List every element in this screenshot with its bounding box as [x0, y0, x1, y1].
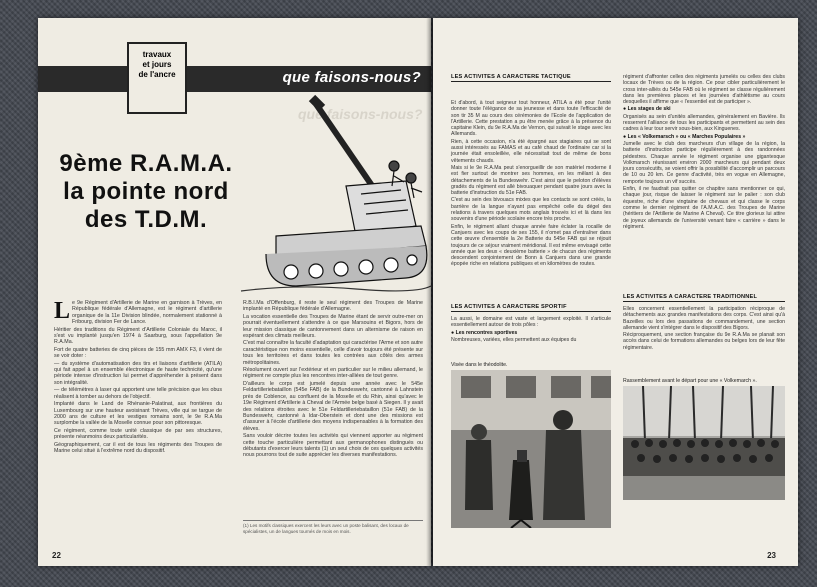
headline	[46, 150, 246, 234]
right-page	[433, 18, 798, 566]
paragraph: Géographiquement, car il est de tous les régiments des Troupes de Marine celui situé à l'extrême nord du dispositif.	[54, 441, 222, 454]
paragraph: C'est au sein des bivouacs mixtes que les contacts se sont créés, la barrière de la langue n'ayant pas empêché celle du dégel des relations à travers quelques mots anglais trouvés ici et là dans les souvenirs d'une période scolaire encore très proche.	[451, 197, 611, 223]
section-title-traditionnel: LES ACTIVITES A CARACTERE TRADITIONNEL	[623, 294, 785, 302]
photo-caption-1: Visée dans le théodolite.	[451, 362, 508, 368]
paragraph: — du système d'automatisation des tirs et liaisons d'artillerie (ATILA) qui fait appel à un ensemble électronique de haute technicité, qu'une période intense d'instruction lui permet d'appréhender à présent dans son intégralité.	[54, 360, 222, 386]
left-column-1	[54, 300, 222, 538]
paragraph: Fort de quatre batteries de cinq pièces de 155 mm AMX F3, il vient de se voir doter :	[54, 346, 222, 360]
rubric-line: travaux	[142, 50, 172, 59]
paragraph: Mais si le 9e R.A.Ma peut s'enorgueillir de son matériel moderne il est fier surtout de montrer ses hommes, en les mêlant à des détachements de la Bundeswehr. C'est ainsi que le peloton d'élèves gradés du régiment est allé bivouaquer pendant quatre jours avec la batterie d'instruction du 51e FAB.	[451, 164, 611, 197]
ghost-title: que faisons-nous?	[298, 106, 423, 122]
headline-line: des T.D.M.	[84, 206, 208, 233]
paragraph: régiment d'affronter celles des régiments jumelés ou celles des clubs locaux de Trèves ou de la région. Ce pour cibler particulièrement le cross inter-alliés du 545e FAB où le régiment se classe régulièrement dans les premières places et les journées d'athlétisme au cours desquelles il affirme que « l'essentiel est de participer ».	[623, 74, 785, 106]
paragraph: C'est mal connaître la faculté d'adaptation qui caractérise l'Arme et son autre caractéristique non moins essentielle, celle d'avoir toujours été présente sur tous les territoires et dans toutes les contrées aux côtés des armes métropolitaines.	[243, 340, 423, 366]
paragraph: La vocation essentielle des Troupes de Marine étant de servir outre-mer on pourrait éventuellement s'attendre à ce que Marsouins et Bigors, hors de leur mission classique de cantonnement dans un alternisme de raison en espérant des climats meilleurs.	[243, 313, 423, 340]
group-photo	[623, 386, 785, 500]
footnote: (1) Les motifs classiques exercent les leurs avec un poste balisant, des locaux de spécialistes, un de langues tournés de mois en mois.	[243, 520, 423, 534]
howitzer-illustration	[236, 86, 431, 296]
rubric-box	[127, 42, 187, 114]
page-number-right: 23	[767, 551, 776, 560]
sport-intro	[451, 316, 611, 356]
left-column-2	[243, 300, 423, 510]
paragraph: Organisés au sein d'unités allemandes, généralement en Bavière. Ils resserrent l'alliance de tous les participants et permettent au sein des cadres à leur tour servir sous-bien, aux Kinguenes.	[623, 113, 785, 133]
paragraph: D'ailleurs le corps est jumelé depuis une année avec le 545e Feldartilleriebataillon (545e FAB) de la Bundeswehr, cantonné à Lahnstein près de Coblence, au confluent de la Moselle et du Rhin, ainsi qu'avec le 19e Régiment d'Artillerie à Cheval de l'Armée belge basé à Siegen. Il y avait des relations étroites avec le 51e Feldartilleriebataillon (51e FAB) de la Bundeswehr, cantonné à Idar-Oberstein et dont une des missions est d'assurer à l'école d'artillerie des moyens indispensables à la formation des élèves.	[243, 380, 423, 432]
rubric-line: et jours	[142, 60, 172, 69]
theodolite-photo	[451, 370, 611, 528]
paragraph: Nombreuses, variées, elles permettent aux équipes du	[451, 336, 577, 343]
paragraph: Rien, à cette occasion, n'a été épargné aux stagiaires qui se sont aussi intéressés au FAMAS et au café chaud de l'ordinaire car si la journée était ensoleillée, elle nécessitait tout de même de bons vêtements chauds.	[451, 138, 611, 164]
header-title: que faisons-nous?	[282, 69, 421, 86]
drop-cap: L	[54, 298, 71, 324]
paragraph: Héritier des traditions du Régiment d'Artillerie Coloniale du Maroc, il s'est vu implanté jusqu'en 1974 à Saarburg, sous l'appellation 9e R.A.Ma.	[54, 326, 222, 346]
right-column-2	[623, 74, 785, 274]
paragraph: Elles concernent essentiellement la participation réciproque de détachements aux grandes manifestations des corps. C'est ainsi qu'à Bazeilles ou lors des passations de commandement, une section allemande vient s'intégrer dans le dispositif des Bigors.	[623, 306, 785, 331]
headline-line: 9ème R.A.M.A.	[59, 150, 233, 177]
paragraph: Implanté dans le Land de Rhénanie-Palatinat, aux frontières du Luxembourg sur une hauteur avoisinant Trèves, ville qui se targue de 2000 ans de culture et les vestiges romains sont, le 9e R.A.Ma surplombe la vallée de la Moselle connue pour son pittoresque.	[54, 401, 222, 427]
paragraph: Enfin, le régiment allant chaque année faire éclater la rocaille de Canjuers avec les coups de ses 155, il n'omet pas d'entraîner dans cette œuvre d'ensemble la 2e Batterie du 545e FAB qui se réjouit toujours de ce séjour vraiment méridional. Il est même envisagé cette année que les deux « deuxième batterie » de chacun des régiments descendent conjointement de Bonn à Canjuers dans une grande épopée riche en relations publiques et en kilomètres de routes.	[451, 223, 611, 268]
right-column-1	[451, 100, 611, 300]
paragraph: La aussi, le domaine est vaste et largement exploité. Il s'articule essentiellement autour de trois pôles :	[451, 316, 611, 329]
paragraph: R.B.I.Ma d'Offenburg, il reste le seul régiment des Troupes de Marine implanté en République fédérale d'Allemagne.	[243, 300, 423, 313]
section-title-tactique: LES ACTIVITES A CARACTERE TACTIQUE	[451, 74, 611, 82]
paragraph: Jumelle avec le club des marcheurs d'un village de la région, la batterie d'instruction participe régulièrement à des randonnées pédestres. Chaque année le régiment organise une gigantesque Volkmarsch réunissant environ 2000 marcheurs qui pendant deux jours consécutifs, se voient offrir la possibilité d'accomplir un parcours de 10 ou 20 km. Ce genre d'activité, très en vogue en Allemagne, remporte toujours un vif succès.	[623, 140, 785, 185]
paragraph: e 9e Régiment d'Artillerie de Marine en garnison à Trèves, en République fédérale d'Allemagne, est le régiment d'artillerie organique de la 11e Division blindée, normalement stationné à Fribourg, division Fer de Lance.	[72, 300, 222, 326]
left-page	[38, 18, 431, 566]
section-title-sportif: LES ACTIVITES A CARACTERE SPORTIF	[451, 304, 611, 312]
subheading: ● Les « Volkemarsch » ou « Marches Populaires »	[623, 133, 746, 140]
tradition-text	[623, 306, 785, 366]
subheading: ● Les stages de ski	[623, 106, 671, 113]
subheading: ● Les rencontres sportives	[451, 329, 518, 336]
paragraph: — de télémètres à laser qui apportent une telle précision que les obus réalisent à tomber au dehors de l'objectif.	[54, 387, 222, 400]
paragraph: Réciproquement, une section française du 9e R.A.Ma se planait son accès dans celui de formations allemandes ou belges lors de leur fête régimentaire.	[623, 332, 785, 351]
paragraph: Sans vouloir décrire toutes les activités qui viennent apporter au régiment cette touche particulière permettant aux germanophones distingués ou débutants d'exercer leurs talents (1) un seul choix de ces quelques activités nous pourrons tout de suite apprécier les diverses manifestations.	[243, 433, 423, 459]
headline-line: la pointe nord	[63, 178, 229, 205]
paragraph: Résolument ouvert sur l'extérieur et en particulier sur le milieu allemand, le régiment ne compte plus les rencontres inter-alliées de tout genre.	[243, 367, 423, 380]
paragraph: Et d'abord, à tout seigneur tout honneur, ATILA a été pour l'unité donner toute l'élégance de sa jeunesse et dans toute l'efficacité de son tir 35 M au cours des cérémonies de l'Ecole de l'application de l'Artillerie. Cette prestation a pu être menée grâce à la présence du capitaine Klein, du 9e R.A.Ma de Vernon, qui suivait le stage avec les Allemands.	[451, 100, 611, 138]
paragraph: Enfin, il ne faudrait pas quitter ce chapitre sans mentionner ce qui, chaque jour, risque de laisser le régiment sur le palier : son club équestre, riche d'une vingtaine de chevaux et qui classe le corps comme le dernier régiment de l'A.M.A.C. des Troupes de Marine (héritiers de l'Artillerie de Marine A Cheval). Ce titre glorieux lui attire de joyeux allemands de l'université venant faire « carrière » dans le régiment.	[623, 186, 785, 230]
rubric-line: de l'ancre	[138, 70, 176, 79]
photo-caption-2: Rassemblement avant le départ pour une « Volkemarch ».	[623, 378, 757, 384]
paragraph: Ce régiment, comme toute unité classique de par ses structures, présente néanmoins deux particularités.	[54, 427, 222, 441]
page-number-left: 22	[52, 551, 61, 560]
